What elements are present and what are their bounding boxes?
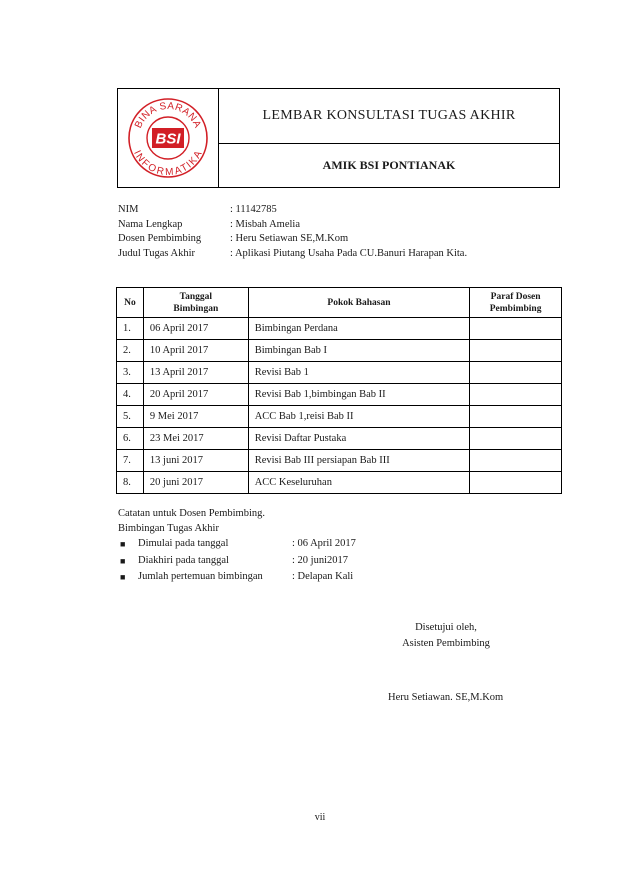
topic-cell: Revisi Bab 1: [248, 362, 470, 384]
topic-cell: ACC Bab 1,reisi Bab II: [248, 406, 470, 428]
table-row: [117, 428, 562, 450]
date-cell: 13 April 2017: [143, 362, 248, 384]
list-item: [118, 553, 356, 570]
topic-cell: Revisi Daftar Pustaka: [248, 428, 470, 450]
signature-cell: [470, 340, 562, 362]
table-row: [117, 384, 562, 406]
info-row-thesis: [118, 247, 467, 262]
signature-cell: [470, 362, 562, 384]
nim-label: NIM: [118, 204, 139, 215]
header-sign-line1: Paraf Dosen: [490, 291, 541, 302]
table-header-row: [117, 288, 562, 318]
header-date-line1: Tanggal: [179, 291, 212, 302]
table-row: [117, 450, 562, 472]
signature-cell: [470, 450, 562, 472]
square-bullet-icon: ■: [120, 572, 126, 582]
signature-cell: [470, 406, 562, 428]
advisor-label: Dosen Pembimbing: [118, 233, 202, 244]
table-row: [117, 362, 562, 384]
svg-text:BINA SARANA: [133, 101, 203, 130]
date-cell: 10 April 2017: [143, 340, 248, 362]
start-date-value: : 06 April 2017: [292, 538, 356, 549]
consultation-table: [116, 287, 562, 494]
nim-value: : 11142785: [230, 204, 277, 215]
no-cell: 7.: [117, 450, 144, 472]
no-cell: 6.: [117, 428, 144, 450]
topic-cell: Bimbingan Perdana: [248, 318, 470, 340]
svg-text:INFORMATIKA: [131, 149, 205, 179]
page-number: vii: [314, 812, 326, 823]
header-no: No: [117, 288, 144, 318]
notes-line1: Catatan untuk Dosen Pembimbing.: [118, 508, 265, 519]
no-cell: 3.: [117, 362, 144, 384]
info-row-nim: [118, 203, 467, 218]
date-cell: 13 juni 2017: [143, 450, 248, 472]
date-cell: 06 April 2017: [143, 318, 248, 340]
student-info: [118, 203, 467, 261]
end-date-value: : 20 juni2017: [292, 554, 349, 566]
thesis-value: : Aplikasi Piutang Usaha Pada CU.Banuri Harapan Kita.: [230, 247, 468, 259]
notes-section: [118, 506, 356, 586]
logo-center-text: BSI: [155, 130, 181, 148]
topic-cell: Revisi Bab III persiapan Bab III: [248, 450, 470, 472]
advisor-value: : Heru Setiawan SE,M.Kom: [230, 233, 349, 244]
table-row: [117, 340, 562, 362]
no-cell: 5.: [117, 406, 144, 428]
date-cell: 20 juni 2017: [143, 472, 248, 494]
logo-cell: [118, 89, 219, 187]
notes-line2: Bimbingan Tugas Akhir: [118, 523, 219, 534]
logo-ring-bottom: INFORMATIKA: [130, 149, 206, 179]
assistant-title: Asisten Pembimbing: [402, 638, 490, 649]
header-topic: Pokok Bahasan: [248, 288, 470, 318]
topic-cell: Bimbingan Bab I: [248, 340, 470, 362]
list-item: [118, 569, 356, 586]
bsi-logo-icon: [127, 95, 209, 181]
start-date-label: Dimulai pada tanggal: [138, 538, 229, 549]
date-cell: 20 April 2017: [143, 384, 248, 406]
table-row: [117, 318, 562, 340]
signature-cell: [470, 472, 562, 494]
name-label: Nama Lengkap: [118, 218, 183, 230]
list-item: [118, 536, 356, 553]
square-bullet-icon: ■: [120, 555, 126, 566]
name-value: : Misbah Amelia: [230, 218, 300, 230]
institution-name: AMIK BSI PONTIANAK: [322, 158, 456, 172]
document-title: LEMBAR KONSULTASI TUGAS AKHIR: [219, 89, 559, 144]
no-cell: 1.: [117, 318, 144, 340]
approved-by: Disetujui oleh,: [415, 622, 477, 633]
topic-cell: ACC Keseluruhan: [248, 472, 470, 494]
date-cell: 9 Mei 2017: [143, 406, 248, 428]
header-sign-line2: Pembimbing: [489, 303, 542, 314]
header-date-line2: Bimbingan: [173, 303, 219, 314]
end-date-label: Diakhiri pada tanggal: [138, 554, 229, 566]
table-row: [117, 406, 562, 428]
thesis-label: Judul Tugas Akhir: [118, 247, 196, 259]
header-date: [143, 288, 248, 318]
meeting-count-label: Jumlah pertemuan bimbingan: [138, 571, 263, 582]
table-row: [117, 472, 562, 494]
date-cell: 23 Mei 2017: [143, 428, 248, 450]
signatory-name: Heru Setiawan. SE,M.Kom: [388, 692, 504, 703]
info-row-name: [118, 218, 467, 233]
logo-ring-top: BINA SARANA: [133, 100, 203, 131]
no-cell: 2.: [117, 340, 144, 362]
header-signature: [470, 288, 562, 318]
signature-cell: [470, 318, 562, 340]
signature-block: [385, 620, 507, 652]
meeting-count-value: : Delapan Kali: [292, 571, 354, 582]
info-row-advisor: [118, 232, 467, 247]
no-cell: 4.: [117, 384, 144, 406]
square-bullet-icon: ■: [120, 539, 126, 549]
no-cell: 8.: [117, 472, 144, 494]
table-body: [117, 318, 562, 494]
signature-cell: [470, 428, 562, 450]
signature-cell: [470, 384, 562, 406]
topic-cell: Revisi Bab 1,bimbingan Bab II: [248, 384, 470, 406]
header-box: [117, 88, 560, 188]
